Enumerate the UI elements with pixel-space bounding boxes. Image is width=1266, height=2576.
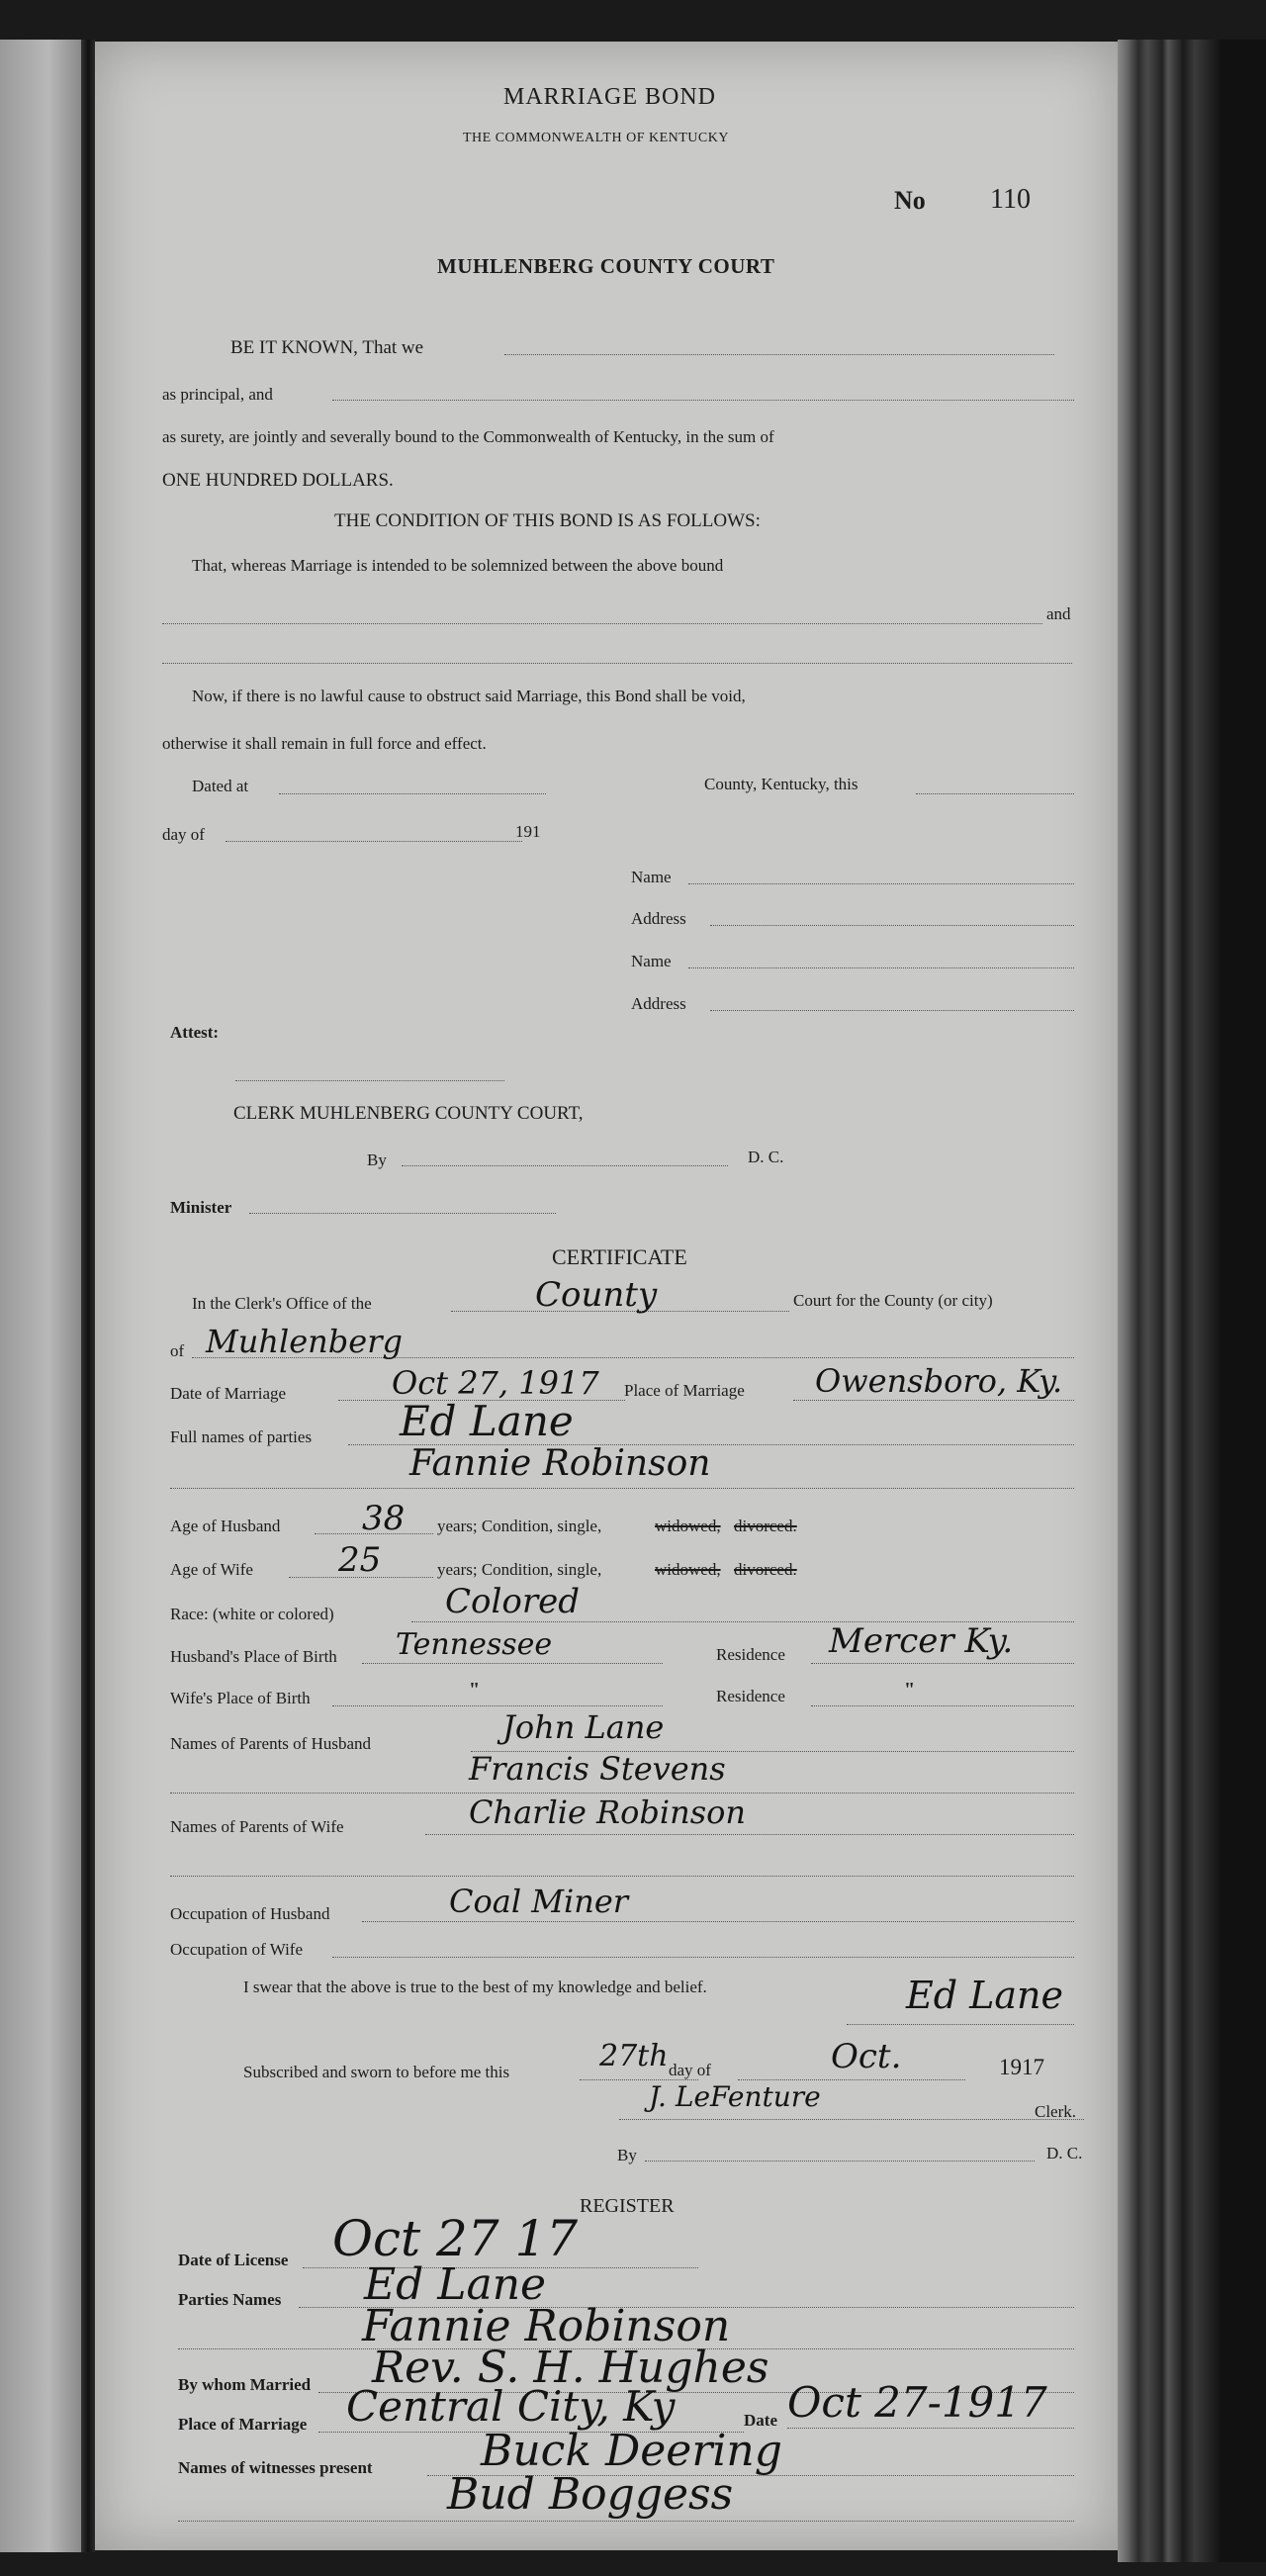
minister-label: Minister bbox=[170, 1198, 232, 1217]
sworn-month-value: Oct. bbox=[831, 2037, 902, 2076]
age-wife-value: 25 bbox=[338, 1540, 382, 1580]
attest-label: Attest: bbox=[170, 1023, 220, 1042]
age-husband-value: 38 bbox=[362, 1499, 406, 1538]
dated-at-line bbox=[279, 793, 546, 794]
register-party-1: Ed Lane bbox=[364, 2259, 547, 2310]
signature-line bbox=[847, 2024, 1074, 2025]
bond-line-2: as principal, and bbox=[162, 385, 273, 404]
bond-line-8: otherwise it shall remain in full force and effect. bbox=[162, 734, 487, 753]
residence-line-1 bbox=[811, 1663, 1074, 1664]
divorced-strike-1: divorced. bbox=[734, 1517, 797, 1535]
married-by-label: By whom Married bbox=[178, 2375, 312, 2394]
sworn-day-of: day of bbox=[669, 2061, 711, 2079]
age-wife-label: Age of Wife bbox=[170, 1560, 253, 1579]
clerk-line bbox=[619, 2119, 1084, 2120]
cert-dc-label: D. C. bbox=[1046, 2144, 1083, 2162]
wife-birth-label: Wife's Place of Birth bbox=[170, 1689, 311, 1707]
name-label-2: Name bbox=[631, 952, 672, 970]
place-of-marriage-label: Place of Marriage bbox=[624, 1381, 745, 1400]
swear-statement: I swear that the above is true to the best of my knowledge and belief. bbox=[243, 1978, 707, 1996]
doc-title: MARRIAGE BOND bbox=[503, 84, 717, 110]
doc-subtitle: THE COMMONWEALTH OF KENTUCKY bbox=[463, 131, 729, 145]
condition-text-1: years; Condition, single, bbox=[437, 1517, 602, 1535]
court-name: MUHLENBERG COUNTY COURT bbox=[437, 254, 775, 278]
license-date-value: Oct 27 17 bbox=[332, 2210, 579, 2267]
address-line-2 bbox=[710, 1010, 1074, 1011]
widowed-strike-1: widowed, bbox=[655, 1517, 721, 1535]
bond-and: and bbox=[1046, 604, 1071, 623]
clerk-title: CLERK MUHLENBERG COUNTY COURT, bbox=[233, 1103, 584, 1124]
occupation-wife-label: Occupation of Wife bbox=[170, 1940, 304, 1959]
full-names-label: Full names of parties bbox=[170, 1427, 313, 1446]
parents-wife-line-2 bbox=[170, 1876, 1074, 1877]
age-husband-label: Age of Husband bbox=[170, 1517, 281, 1535]
witnesses-line-2 bbox=[178, 2521, 1074, 2522]
register-heading: REGISTER bbox=[580, 2195, 675, 2217]
certificate-heading: CERTIFICATE bbox=[552, 1244, 687, 1269]
county-day-line bbox=[916, 793, 1074, 794]
witness-2: Bud Boggess bbox=[447, 2469, 734, 2520]
surety-line bbox=[332, 400, 1074, 401]
residence-label-2: Residence bbox=[716, 1687, 785, 1705]
full-names-line-2 bbox=[170, 1488, 1074, 1489]
occupation-wife-line bbox=[332, 1957, 1074, 1958]
register-place-value: Central City, Ky bbox=[346, 2382, 676, 2431]
cert-by-label: By bbox=[617, 2146, 637, 2164]
party-1-value: Ed Lane bbox=[400, 1397, 574, 1445]
husband-birth-value: Tennessee bbox=[396, 1627, 553, 1662]
bond-number: 110 bbox=[990, 184, 1031, 215]
name-line-1 bbox=[688, 883, 1074, 884]
register-date-value: Oct 27-1917 bbox=[787, 2378, 1047, 2427]
occupation-husband-value: Coal Miner bbox=[449, 1883, 629, 1920]
name-line-2 bbox=[688, 967, 1074, 968]
bound-party-line bbox=[162, 623, 1042, 624]
parents-husband-label: Names of Parents of Husband bbox=[170, 1734, 372, 1753]
dated-at-label: Dated at bbox=[192, 777, 249, 795]
bond-number-label: No bbox=[894, 186, 926, 215]
bond-line-7: Now, if there is no lawful cause to obstruct said Marriage, this Bond shall be void, bbox=[192, 687, 746, 705]
minister-line bbox=[249, 1213, 556, 1214]
register-date-label: Date bbox=[744, 2411, 777, 2430]
parents-wife-label: Names of Parents of Wife bbox=[170, 1817, 344, 1836]
county-ky-label: County, Kentucky, this bbox=[704, 775, 859, 793]
book-spine bbox=[81, 40, 95, 2552]
register-date-line bbox=[787, 2428, 1074, 2429]
bond-by-line bbox=[402, 1165, 728, 1166]
of-value: Muhlenberg bbox=[206, 1323, 403, 1360]
married-by-value: Rev. S. H. Hughes bbox=[372, 2343, 769, 2393]
day-of-line bbox=[226, 841, 522, 842]
address-label-1: Address bbox=[631, 909, 686, 928]
principal-line bbox=[504, 354, 1054, 355]
clerk-signature: J. LeFenture bbox=[649, 2080, 821, 2113]
of-label: of bbox=[170, 1341, 185, 1360]
date-of-marriage-label: Date of Marriage bbox=[170, 1384, 287, 1403]
bound-party-line-2 bbox=[162, 663, 1072, 664]
bond-dc-label: D. C. bbox=[748, 1148, 784, 1166]
cert-by-line bbox=[645, 2161, 1035, 2162]
wife-birth-line bbox=[332, 1705, 663, 1706]
party-2-value: Fannie Robinson bbox=[409, 1443, 711, 1484]
clerk-label: Clerk. bbox=[1035, 2102, 1077, 2121]
occupation-husband-line bbox=[362, 1921, 1074, 1922]
license-date-label: Date of License bbox=[178, 2251, 289, 2269]
parents-wife-line-1 bbox=[425, 1834, 1074, 1835]
residence-label-1: Residence bbox=[716, 1645, 785, 1664]
bond-by-label: By bbox=[367, 1150, 387, 1169]
date-of-marriage-value: Oct 27, 1917 bbox=[392, 1364, 599, 1402]
bond-amount: ONE HUNDRED DOLLARS. bbox=[162, 470, 394, 491]
name-label-1: Name bbox=[631, 868, 672, 886]
witness-1: Buck Deering bbox=[481, 2426, 782, 2476]
marriage-bond-document bbox=[95, 42, 1118, 2550]
subscribed-label: Subscribed and sworn to before me this bbox=[243, 2063, 510, 2081]
day-of-label: day of bbox=[162, 825, 205, 844]
residence-husband-value: Mercer Ky. bbox=[829, 1621, 1014, 1661]
widowed-strike-2: widowed, bbox=[655, 1560, 721, 1579]
residence-wife-value: " bbox=[904, 1679, 916, 1701]
race-value: Colored bbox=[445, 1582, 580, 1621]
wife-birth-value: " bbox=[469, 1679, 481, 1701]
place-of-marriage-line bbox=[793, 1400, 1074, 1401]
address-label-2: Address bbox=[631, 994, 686, 1013]
address-line-1 bbox=[710, 925, 1074, 926]
condition-text-2: years; Condition, single, bbox=[437, 1560, 602, 1579]
bond-line-3: as surety, are jointly and severally bound to the Commonwealth of Kentucky, in the sum of bbox=[162, 427, 774, 446]
attest-line bbox=[235, 1080, 504, 1081]
witnesses-label: Names of witnesses present bbox=[178, 2458, 373, 2477]
parent-husband-1: John Lane bbox=[502, 1708, 665, 1746]
divorced-strike-2: divorced. bbox=[734, 1560, 797, 1579]
race-label: Race: (white or colored) bbox=[170, 1605, 334, 1623]
parties-names-label: Parties Names bbox=[178, 2290, 282, 2309]
year-prefix: 191 bbox=[515, 822, 541, 841]
condition-heading: THE CONDITION OF THIS BOND IS AS FOLLOWS: bbox=[334, 510, 761, 531]
parent-wife-1: Charlie Robinson bbox=[469, 1794, 747, 1831]
place-of-marriage-value: Owensboro, Ky. bbox=[815, 1362, 1063, 1400]
clerk-office-value: County bbox=[535, 1275, 658, 1315]
sworn-signature: Ed Lane bbox=[906, 1974, 1063, 2017]
husband-birth-line bbox=[362, 1663, 663, 1664]
bond-line-5: That, whereas Marriage is intended to be solemnized between the above bound bbox=[192, 556, 724, 575]
occupation-husband-label: Occupation of Husband bbox=[170, 1904, 330, 1923]
clerk-office-label: In the Clerk's Office of the bbox=[192, 1294, 372, 1313]
register-party-2: Fannie Robinson bbox=[362, 2301, 731, 2351]
sworn-year: 1917 bbox=[999, 2055, 1044, 2079]
previous-page-edge bbox=[0, 40, 81, 2552]
page-stack-edge bbox=[1118, 40, 1266, 2562]
court-for-label: Court for the County (or city) bbox=[793, 1291, 993, 1310]
husband-birth-label: Husband's Place of Birth bbox=[170, 1647, 337, 1666]
bond-line-1: BE IT KNOWN, That we bbox=[230, 337, 424, 358]
parent-husband-2: Francis Stevens bbox=[469, 1750, 726, 1788]
residence-line-2 bbox=[811, 1705, 1074, 1706]
sworn-day-value: 27th bbox=[599, 2039, 669, 2073]
register-place-label: Place of Marriage bbox=[178, 2415, 308, 2434]
